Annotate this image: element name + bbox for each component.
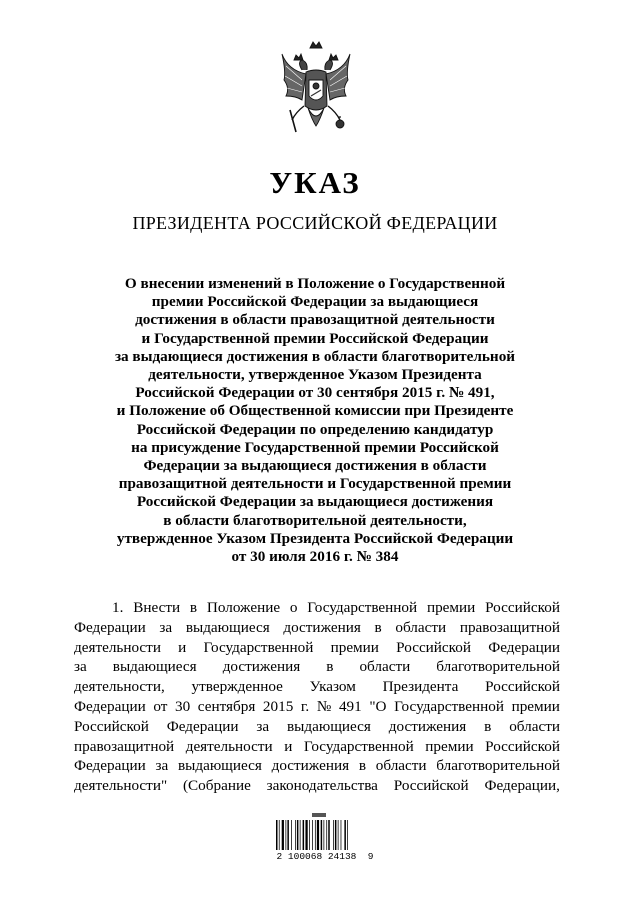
- body-word: достижения: [271, 757, 350, 775]
- barcode-bar: [287, 820, 289, 850]
- barcode-bar: [282, 820, 284, 850]
- barcode-bar: [300, 820, 301, 850]
- body-word: законодательства: [266, 777, 378, 795]
- title-line: деятельности, утвержденное Указом Президента: [148, 366, 482, 384]
- body-word: Федерации,: [484, 777, 560, 795]
- body-word: и: [284, 737, 293, 755]
- barcode-bar: [276, 820, 278, 850]
- barcode-bar: [317, 820, 319, 850]
- body-word: области: [509, 717, 560, 735]
- body-word: Российской: [396, 638, 472, 656]
- body-word: области: [375, 757, 427, 775]
- barcode-bar: [335, 820, 337, 850]
- barcode-bar: [279, 820, 280, 850]
- title-line: за выдающиеся достижения в области благотворительной: [114, 347, 516, 365]
- body-word: 1.: [112, 599, 124, 616]
- body-word: 2015: [262, 697, 294, 715]
- barcode-number: 2 100068 24138 9: [276, 851, 374, 862]
- body-line: [74, 657, 560, 677]
- body-word: выдающиеся: [185, 618, 270, 636]
- title-line: и Положение об Общественной комиссии при Президенте: [116, 402, 514, 420]
- body-word: деятельности,: [74, 678, 165, 696]
- body-word: "О: [369, 697, 387, 715]
- body-word: Российской: [485, 599, 560, 616]
- document-title: [60, 275, 570, 566]
- body-word: Федерации: [74, 618, 146, 636]
- body-word: в: [189, 599, 198, 616]
- body-word: за: [159, 618, 173, 636]
- body-word: благотворительной: [436, 757, 560, 775]
- document-body: [74, 598, 560, 796]
- double-headed-eagle-emblem-icon: [280, 40, 352, 150]
- body-line: [74, 756, 560, 776]
- title-line: Федерации за выдающиеся достижения в области: [143, 457, 487, 475]
- body-word: Российской: [485, 737, 560, 755]
- barcode-bar: [333, 820, 334, 850]
- title-line: утвержденное Указом Президента Российской Федерации: [116, 529, 514, 547]
- title-line: премии Российской Федерации за выдающиеся: [151, 293, 479, 311]
- title-line: от 30 июля 2016 г. № 384: [231, 548, 399, 566]
- body-word: достижения: [283, 618, 361, 636]
- barcode-bar: [347, 820, 348, 850]
- body-word: за: [74, 658, 87, 676]
- body-word: Российской: [485, 678, 560, 696]
- body-word: Федерации: [488, 638, 560, 656]
- body-word: Внести: [133, 599, 181, 616]
- body-word: премии: [425, 737, 474, 755]
- body-word: выдающиеся: [287, 717, 371, 735]
- body-word: правозащитной: [74, 737, 175, 755]
- body-word: области: [359, 658, 411, 676]
- body-word: г.: [300, 697, 310, 715]
- body-word: достижения: [388, 717, 467, 735]
- body-word: благотворительной: [436, 658, 560, 676]
- body-word: Государственной: [203, 638, 314, 656]
- barcode-bar: [338, 820, 339, 850]
- title-line: Российской Федерации по определению кандидатур: [136, 420, 494, 438]
- title-line: в области благотворительной деятельности,: [163, 511, 467, 529]
- body-word: за: [256, 717, 270, 735]
- document-type: УКАЗ: [269, 165, 361, 200]
- barcode-bar: [295, 820, 296, 850]
- body-word: в: [326, 658, 334, 676]
- body-word: области: [395, 618, 447, 636]
- barcode-bar: [312, 820, 313, 850]
- body-word: правозащитной: [459, 618, 560, 636]
- body-word: Государственной: [307, 599, 418, 616]
- barcode-bar: [328, 820, 330, 850]
- body-line: [74, 677, 560, 697]
- barcode-bar: [326, 820, 327, 850]
- body-word: в: [374, 618, 382, 636]
- barcode-bar: [324, 820, 325, 850]
- body-word: выдающиеся: [177, 757, 262, 775]
- body-line: [74, 638, 560, 658]
- barcode-bar: [341, 820, 342, 850]
- body-line: [74, 737, 560, 757]
- body-word: утвержденное: [191, 678, 283, 696]
- body-word: за: [155, 757, 169, 775]
- barcode-bar: [309, 820, 310, 850]
- body-line: [74, 697, 560, 717]
- barcode-bar: [303, 820, 305, 850]
- body-word: Государственной: [303, 737, 414, 755]
- body-word: Указом: [309, 678, 356, 696]
- body-word: в: [484, 717, 492, 735]
- barcode-icon: [272, 812, 372, 850]
- title-line: на присуждение Государственной премии Российской: [131, 438, 499, 456]
- body-word: от: [153, 697, 168, 715]
- body-word: премии: [330, 638, 379, 656]
- barcode-bar: [297, 820, 299, 850]
- body-word: (Собрание: [182, 777, 251, 795]
- title-line: Российской Федерации за выдающиеся достижения: [136, 493, 494, 511]
- title-line: и Государственной премии Российской Федерации: [141, 329, 489, 347]
- barcode-bar: [305, 820, 307, 850]
- barcode-bar: [321, 820, 323, 850]
- title-line: Российской Федерации от 30 сентября 2015 г. № 491,: [135, 384, 495, 402]
- body-word: премии: [426, 599, 476, 616]
- barcode-mark: [312, 813, 326, 817]
- body-line: [74, 618, 560, 638]
- body-word: достижения: [222, 658, 301, 676]
- body-line: [74, 598, 560, 618]
- body-word: деятельности: [74, 638, 161, 656]
- body-word: о: [289, 599, 298, 616]
- body-word: выдающиеся: [112, 658, 197, 676]
- body-word: деятельности": [74, 777, 168, 795]
- body-word: Федерации: [166, 717, 239, 735]
- barcode-bar: [315, 820, 316, 850]
- body-word: в: [358, 757, 366, 775]
- body-word: 491: [338, 697, 362, 715]
- body-word: премии: [511, 697, 560, 715]
- title-line: достижения в области правозащитной деятельности: [135, 311, 495, 329]
- body-word: Федерации: [74, 697, 146, 715]
- body-word: Президента: [382, 678, 459, 696]
- body-line: [74, 717, 560, 737]
- barcode-bar: [286, 820, 287, 850]
- body-word: №: [316, 697, 332, 715]
- issuer: ПРЕЗИДЕНТА РОССИЙСКОЙ ФЕДЕРАЦИИ: [132, 213, 498, 233]
- barcode-bar: [344, 820, 346, 850]
- body-word: Государственной: [394, 697, 504, 715]
- body-word: Федерации: [74, 757, 146, 775]
- body-word: Российской: [393, 777, 469, 795]
- title-line: правозащитной деятельности и Государственной премии: [118, 475, 512, 493]
- body-word: 30: [174, 697, 191, 715]
- body-word: деятельности: [185, 737, 273, 755]
- body-word: Российской: [74, 717, 149, 735]
- body-line: [74, 776, 560, 796]
- barcode-bar: [291, 820, 292, 850]
- title-line: О внесении изменений в Положение о Государственной: [124, 275, 506, 292]
- body-word: сентября: [197, 697, 256, 715]
- body-word: и: [178, 638, 187, 656]
- body-word: Положение: [206, 599, 281, 616]
